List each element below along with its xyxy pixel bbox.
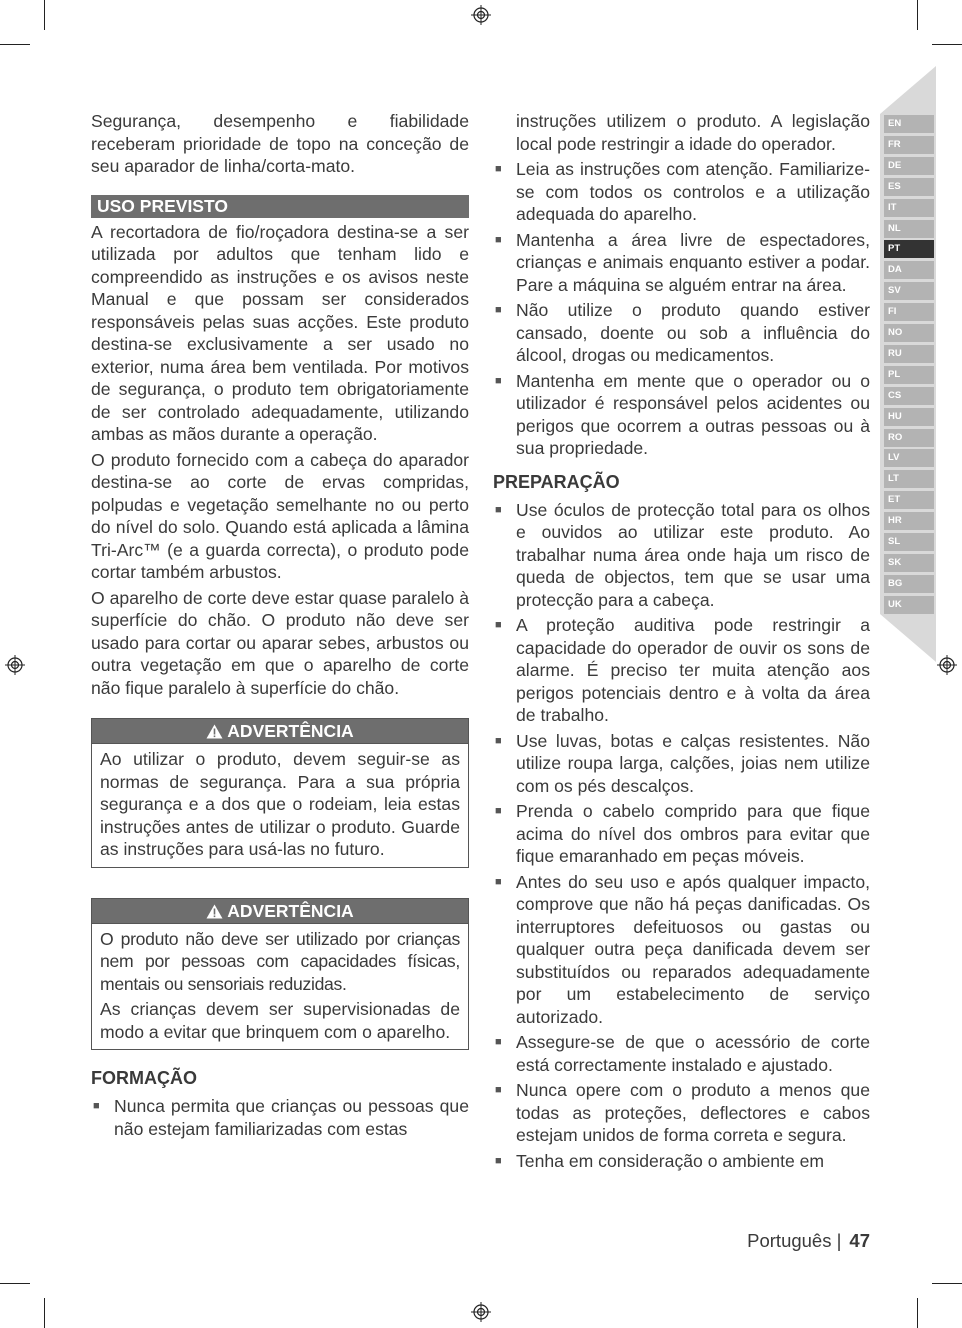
list-item-text: Use luvas, botas e calças resistentes. Não utilize roupa larga, calções, joias nem utilize com os pés descalços. <box>516 730 870 796</box>
section-title-uso-previsto: USO PREVISTO <box>91 195 469 218</box>
language-tab-ro[interactable]: RO <box>884 429 934 447</box>
warning-text-1: O produto não deve ser utilizado por crianças nem por pessoas com capacidades físicas, mentais ou sensoriais reduzidas. <box>100 928 460 994</box>
list-item <box>493 1150 870 1173</box>
list-item <box>493 1079 870 1147</box>
bullet-square-icon: ■ <box>495 734 502 747</box>
bullet-square-icon: ■ <box>495 304 502 316</box>
warning-box-2 <box>91 898 469 1051</box>
list-item-text: Use óculos de protecção total para os olhos e ouvidos ao utilizar este produto. Ao trabalhar numa área onde haja um risco de queda de objectos, tem que se usar uma protecção para a cabeça. <box>516 499 870 610</box>
list-item <box>493 499 870 612</box>
section-title-formacao: FORMAÇÃO <box>91 1068 197 1088</box>
list-item <box>493 730 870 798</box>
bullet-square-icon: ■ <box>495 1084 502 1096</box>
page-footer <box>747 1230 870 1252</box>
bullet-square-icon: ■ <box>495 1154 502 1167</box>
warning-body <box>92 744 468 867</box>
bullet-square-icon: ■ <box>495 163 502 175</box>
crop-mark <box>932 1283 962 1284</box>
list-item-text: Prenda o cabelo comprido para que fique acima do nível dos ombros para evitar que fique emaranhado em peças móveis. <box>516 801 870 866</box>
list-item-text: Leia as instruções com atenção. Familiarize-se com todos os controlos e a utilização adequada do aparelho. <box>516 159 870 224</box>
language-tab-cs[interactable]: CS <box>884 387 934 405</box>
list-item-text: Mantenha em mente que o operador ou o utilizador é responsável pelos acidentes ou perigos que ocorrem a outras pessoas ou à sua propriedade. <box>516 370 870 458</box>
language-tab-lt[interactable]: LT <box>884 470 934 488</box>
section-title-preparacao: PREPARAÇÃO <box>493 471 620 492</box>
language-tab-bg[interactable]: BG <box>884 575 934 593</box>
bullet-square-icon: ■ <box>495 233 502 246</box>
language-tab-da[interactable]: DA <box>884 261 934 279</box>
right-column <box>493 110 870 1175</box>
crop-mark <box>917 1298 918 1328</box>
warning-triangle-icon <box>206 904 223 919</box>
language-tab-fi[interactable]: FI <box>884 303 934 321</box>
intro-paragraph: Segurança, desempenho e fiabilidade receberam prioridade de topo na conceção de seu aparador de linha/corta-mato. <box>91 111 469 176</box>
language-tab-sl[interactable]: SL <box>884 533 934 551</box>
warning-title: ADVERTÊNCIA <box>227 900 354 921</box>
language-tab-pl[interactable]: PL <box>884 366 934 384</box>
list-item-text: Antes do seu uso e após qualquer impacto, comprove que não há peças danificadas. Os interruptores defeituosos ou gastas ou qualquer outra peça danificada devem ser substituídos ou reparados adequadamente por um estabelecimento de serviço autorizado. <box>516 871 870 1027</box>
registration-mark-icon <box>471 1302 491 1322</box>
language-tab-sk[interactable]: SK <box>884 554 934 572</box>
page-number: 47 <box>849 1230 870 1251</box>
list-item-text: Assegure-se de que o acessório de corte está correctamente instalado e ajustado. <box>516 1032 870 1075</box>
language-tab-no[interactable]: NO <box>884 324 934 342</box>
registration-mark-icon <box>471 5 491 25</box>
language-tab-background <box>880 66 936 662</box>
language-tab-et[interactable]: ET <box>884 491 934 509</box>
language-tab-hr[interactable]: HR <box>884 512 934 530</box>
crop-mark <box>917 0 918 30</box>
language-tab-en[interactable]: EN <box>884 115 934 133</box>
list-item-text: Tenha em consideração o ambiente em <box>516 1150 825 1171</box>
language-tab-it[interactable]: IT <box>884 199 934 217</box>
list-item <box>493 871 870 1029</box>
list-item <box>493 158 870 226</box>
preparacao-list <box>493 499 870 1173</box>
bullet-square-icon: ■ <box>495 374 502 387</box>
bullet-square-icon: ■ <box>93 1100 100 1112</box>
language-tab-ru[interactable]: RU <box>884 345 934 363</box>
uso-paragraph-1: A recortadora de fio/roçadora destina-se a ser utilizada por adultos que tenham lido e compreendido as instruções e os avisos neste Manual e que possam ser considerados responsáveis pelas suas acções. Este produto destina-se exclusivamente a ser usado no exterior, numa área bem ventilada. Por motivos de segurança, o produto tem obrigatoriamente de ser controlado adequadamente, utilizando ambas as mãos durante a operação. <box>91 221 469 444</box>
list-item-text: Nunca opere com o produto a menos que todas as proteções, deflectores e cabos estejam unidos de forma correta e segura. <box>516 1080 870 1145</box>
list-item <box>493 614 870 727</box>
uso-paragraph-2: O produto fornecido com a cabeça do aparador destina-se ao corte de ervas compridas, polpudas e vegetação semelhante no ou perto do nível do solo. Quando está aplicada a lâmina Tri-Arc™ (e a guarda correcta), o produto pode cortar também arbustos. <box>91 449 469 582</box>
language-tab-hu[interactable]: HU <box>884 408 934 426</box>
list-item-text: A proteção auditiva pode restringir a capacidade do operador de ouvir os sons de alarme. É preciso ter muita atenção aos perigos potenciais dentro e à volta da área de trabalho. <box>516 615 870 725</box>
warning-box-1 <box>91 718 469 868</box>
bullet-square-icon: ■ <box>495 619 502 631</box>
crop-mark <box>0 1283 30 1284</box>
formacao-list-continued <box>493 158 870 460</box>
bullet-square-icon: ■ <box>495 875 502 888</box>
warning-text-2: As crianças devem ser supervisionadas de modo a evitar que brinquem com o aparelho. <box>100 999 460 1042</box>
list-item <box>493 229 870 297</box>
uso-paragraph-3: O aparelho de corte deve estar quase paralelo à superfície do chão. O produto não deve ser usado para cortar ou aparar sebes, arbustos ou outra vegetação em que o aparelho de corte não fique paralelo à superfície do chão. <box>91 587 469 698</box>
language-tab-de[interactable]: DE <box>884 157 934 175</box>
formacao-list <box>91 1095 469 1140</box>
list-item-text: Mantenha a área livre de espectadores, crianças e animais enquanto estiver a podar. Pare a máquina se alguém entrar na área. <box>516 229 870 295</box>
footer-language: Português | <box>747 1230 842 1251</box>
list-item-text: Nunca permita que crianças ou pessoas que não estejam familiarizadas com estas <box>114 1096 469 1139</box>
crop-mark <box>44 1298 45 1328</box>
list-item <box>91 1095 469 1140</box>
language-tab-es[interactable]: ES <box>884 178 934 196</box>
warning-triangle-icon <box>206 724 223 739</box>
list-item <box>493 1031 870 1076</box>
crop-mark <box>0 44 30 45</box>
language-tab-fr[interactable]: FR <box>884 136 934 154</box>
bullet-square-icon: ■ <box>495 503 502 516</box>
warning-header <box>92 719 468 744</box>
warning-header <box>92 899 468 924</box>
registration-mark-icon <box>5 655 25 675</box>
bullet-square-icon: ■ <box>495 805 502 817</box>
language-tab-sv[interactable]: SV <box>884 282 934 300</box>
language-tab-lv[interactable]: LV <box>884 449 934 467</box>
list-item <box>493 370 870 460</box>
list-item <box>493 800 870 868</box>
warning-text: Ao utilizar o produto, devem seguir-se as normas de segurança. Para a sua própria segurança e a dos que o rodeiam, leia estas instruções antes de utilizar o produto. Guarde as instruções para usá-las no futuro. <box>100 749 460 859</box>
list-item <box>493 299 870 367</box>
crop-mark <box>932 44 962 45</box>
crop-mark <box>44 0 45 30</box>
language-tab-pt[interactable]: PT <box>884 240 934 258</box>
registration-mark-icon <box>937 655 957 675</box>
language-tab-uk[interactable]: UK <box>884 596 934 614</box>
bullet-square-icon: ■ <box>495 1036 502 1048</box>
left-column <box>91 110 469 1143</box>
language-tab-nl[interactable]: NL <box>884 220 934 238</box>
list-item-text: Não utilize o produto quando estiver cansado, doente ou sob a influência do álcool, drogas ou medicamentos. <box>516 300 870 365</box>
continued-paragraph: instruções utilizem o produto. A legislação local pode restringir a idade do operador. <box>516 111 870 154</box>
warning-body <box>92 924 468 1050</box>
warning-title: ADVERTÊNCIA <box>227 721 354 741</box>
